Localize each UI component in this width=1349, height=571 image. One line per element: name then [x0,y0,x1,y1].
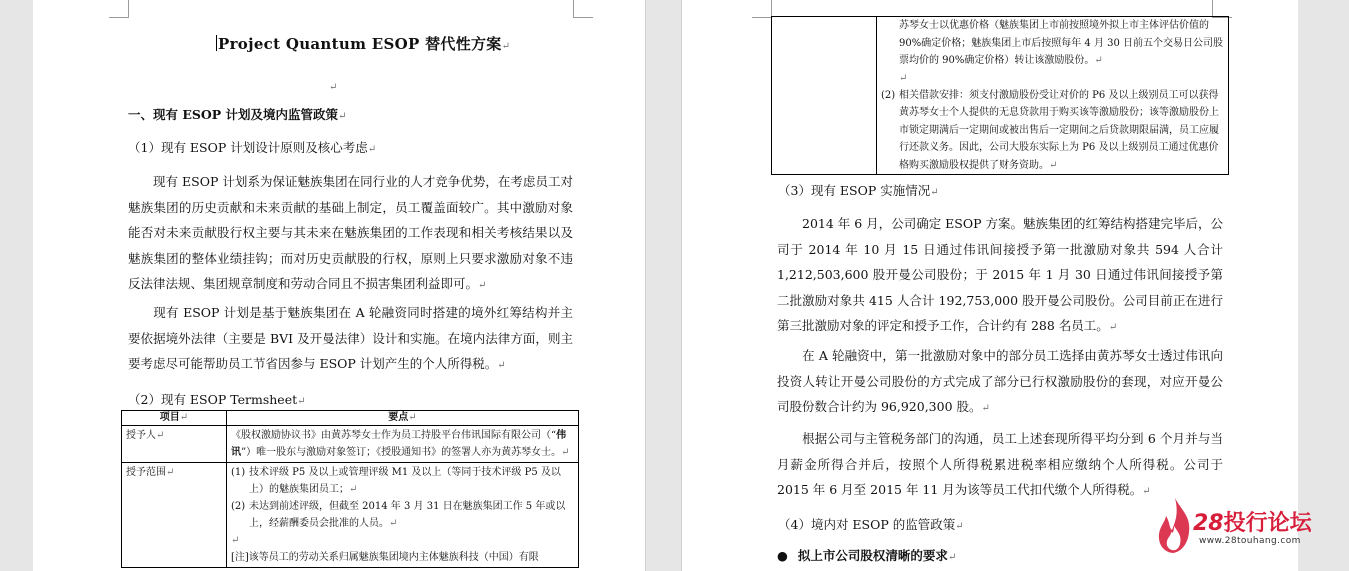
bullet-heading[interactable]: ● 拟上市公司股权清晰的要求↵ [777,548,957,563]
table-header-cell: 要点↵ [227,411,579,426]
watermark-logo [1155,496,1330,556]
table-content-cell[interactable]: 《股权激励协议书》由黄苏琴女士作为员工持股平台伟讯国际有限公司（“伟讯”）唯一股东与激励对象签订；《授股通知书》的签署人亦为黄苏琴女士。↵ [227,426,579,463]
table-content-cell[interactable]: (1) 技术评级 P5 及以上或管理评级 M1 及以上（等同于技术评级 P5 及以上）的魅族集团员工；↵ (2) 未达到前述评级，但截至 2014 年 3 月 31 日在魅族集团工作 5 年或以上，经薪酬委员会批准的人员。↵ ↵ [注]该等员工的劳动关系归属魅族集团境内主体魅族科技（中国）有限 [227,463,579,568]
watermark-url: www.28touhang.com [1199,536,1301,546]
list-item: (2) 相关借款安排：须支付激励股份受让对价的 P6 及以上级别员工可以获得黄苏琴女士个人提供的无息贷款用于购买该等激励股份；该等激励股份上市锁定期满后一定期间或被出售后一定期间之后贷款期限届满，员工应履行还款义务。因此，公司大股东实际上为 P6 及以上级别员工通过优惠价格购买激励股权提供了财务资助。↵ [881,89,1219,171]
table-continued-text: 苏琴女士以优惠价格（魅族集团上市前按照境外拟上市主体评估价值的 90%确定价格；魅族集团上市后按照每年 4 月 30 日前五个交易日公司股票均价的 90%确定价格）转让该激励股份。↵ [899,20,1224,66]
flame-icon [1155,496,1195,556]
page-corner-mark [752,0,772,18]
document-page-left[interactable]: Project Quantum ESOP 替代性方案↵ ↵ 一、现有 ESOP 计划及境内监管政策↵ （1）现有 ESOP 计划设计原则及核心考虑↵ 现有 ESOP 计划系为保证魅族集团在同行业的人才竞争优势，在考虑员工对魅族集团的历史贡献和未来贡献的基础上制定，员工覆盖面较广。其中激励对象能否对未来贡献股行权主要与其未来在魅族集团的工作表现和相关考核结果以及魅族集团的整体业绩挂钩；而对历史贡献股的行权，原则上只要求激励对象不违反法律法规、集团规章制度和劳动合同且不损害集团利益即可。↵ 现有 ESOP 计划是基于魅族集团在 A 轮融资同时搭建的境外红筹结构并主要依据境外法律（主要是 BVI 及开曼法律）设计和实施。在境内法律方面，则主要考虑尽可能帮助员工节省因参与 ESOP 计划产生的个人所得税。↵ （2）现有 ESOP Termsheet↵ 项目↵ 要点↵ 授予人↵ 《股权激励协议书》由黄苏琴女士作为员工持股平台伟讯国际有限公司（“伟讯”）唯一股东与激励对象签订；《授股通知书》的签署人亦为黄苏琴女士。↵ 授予范围↵ (1) 技术评级 P5 及以上或管理评级 M1 及以上（等同于技术评级 P5 及以上）的魅族集团员工；↵ (2) 未达到前述评级，但截至 2014 年 3 月 31 日在魅族集团工作 5 年或以上，经薪酬委员会批准的人员。↵ ↵ [注]该等员工的劳动关系归属魅族集团境内主体魅族科技（中国）有限 [33,0,646,571]
table-header-cell: 项目↵ [122,411,227,426]
document-page-right[interactable] [681,0,1298,571]
body-paragraph[interactable]: 在 A 轮融资中，第一批激励对象中的部分员工选择由黄苏琴女士透过伟讯向投资人转让开曼公司股份的方式完成了部分已行权激励股份的套现，对应开曼公司股份数合计约为 96,920,300 股。↵ [777,348,1223,414]
page-corner-mark [573,0,593,18]
table-label-cell[interactable]: 授予人↵ [122,426,227,463]
subsection-heading[interactable]: （4）境内对 ESOP 的监管政策↵ [778,517,964,532]
subsection-heading[interactable]: （2）现有 ESOP Termsheet↵ [128,392,306,407]
table-note: [注]该等员工的劳动关系归属魅族集团境内主体魅族科技（中国）有限 [231,552,539,563]
termsheet-table[interactable] [121,410,579,568]
watermark-brand: 28投行论坛 [1193,511,1312,536]
body-paragraph[interactable]: 根据公司与主管税务部门的沟通，员工上述套现所得平均分到 6 个月并与当月薪金所得合并后，按照个人所得税累进税率相应缴纳个人所得税。公司于 2015 年 6 月至 2015 年 11 月为该等员工代扣代缴个人所得税。↵ [777,431,1223,497]
subsection-heading[interactable]: （1）现有 ESOP 计划设计原则及核心考虑↵ [128,140,377,155]
body-paragraph[interactable]: 现有 ESOP 计划系为保证魅族集团在同行业的人才竞争优势，在考虑员工对魅族集团的历史贡献和未来贡献的基础上制定，员工覆盖面较广。其中激励对象能否对未来贡献股行权主要与其未来在魅族集团的工作表现和相关考核结果以及魅族集团的整体业绩挂钩；而对历史贡献股的行权，原则上只要求激励对象不违反法律法规、集团规章制度和劳动合同且不损害集团利益即可。↵ [128,174,573,291]
termsheet-table-continued[interactable] [771,16,1229,175]
body-paragraph[interactable]: 2014 年 6 月，公司确定 ESOP 方案。魅族集团的红筹结构搭建完毕后，公司于 2014 年 10 月 15 日通过伟讯间接授予第一批激励对象共 594 人合计 1,212,503,600 股开曼公司股份；于 2015 年 1 月 30 日通过伟讯间接授予第二批激励对象共 415 人合计 192,753,000 股开曼公司股份。公司目前正在进行第三批激励对象的评定和授予工作，合计约有 288 名员工。↵ [777,216,1223,333]
document-title[interactable]: Project Quantum ESOP 替代性方案↵ [218,35,511,53]
table-content-cell[interactable]: 苏琴女士以优惠价格（魅族集团上市前按照境外拟上市主体评估价值的 90%确定价格；魅族集团上市后按照每年 4 月 30 日前五个交易日公司股票均价的 90%确定价格）转让该激励股份。↵ ↵ (2) 相关借款安排：须支付激励股份受让对价的 P6 及以上级别员工可以获得黄苏琴女士个人提供的无息贷款用于购买该等激励股份；该等激励股份上市锁定期满后一定期间或被出售后一定期间之后贷款期限届满，员工应履行还款义务。因此，公司大股东实际上为 P6 及以上级别员工通过优惠价格购买激励股权提供了财务资助。↵ [877,17,1229,175]
list-item: (2) 未达到前述评级，但截至 2014 年 3 月 31 日在魅族集团工作 5 年或以上，经薪酬委员会批准的人员。↵ [231,501,566,529]
table-label-cell[interactable] [772,17,877,175]
page-corner-mark [109,0,129,18]
text-cursor [216,35,217,51]
section-heading[interactable]: 一、现有 ESOP 计划及境内监管政策↵ [128,107,347,122]
body-paragraph[interactable]: 现有 ESOP 计划是基于魅族集团在 A 轮融资同时搭建的境外红筹结构并主要依据境外法律（主要是 BVI 及开曼法律）设计和实施。在境内法律方面，则主要考虑尽可能帮助员工节省因参与 ESOP 计划产生的个人所得税。↵ [128,305,573,371]
list-item: (1) 技术评级 P5 及以上或管理评级 M1 及以上（等同于技术评级 P5 及以上）的魅族集团员工；↵ [231,467,561,495]
table-label-cell[interactable]: 授予范围↵ [122,463,227,568]
subsection-heading[interactable]: （3）现有 ESOP 实施情况↵ [778,183,939,198]
